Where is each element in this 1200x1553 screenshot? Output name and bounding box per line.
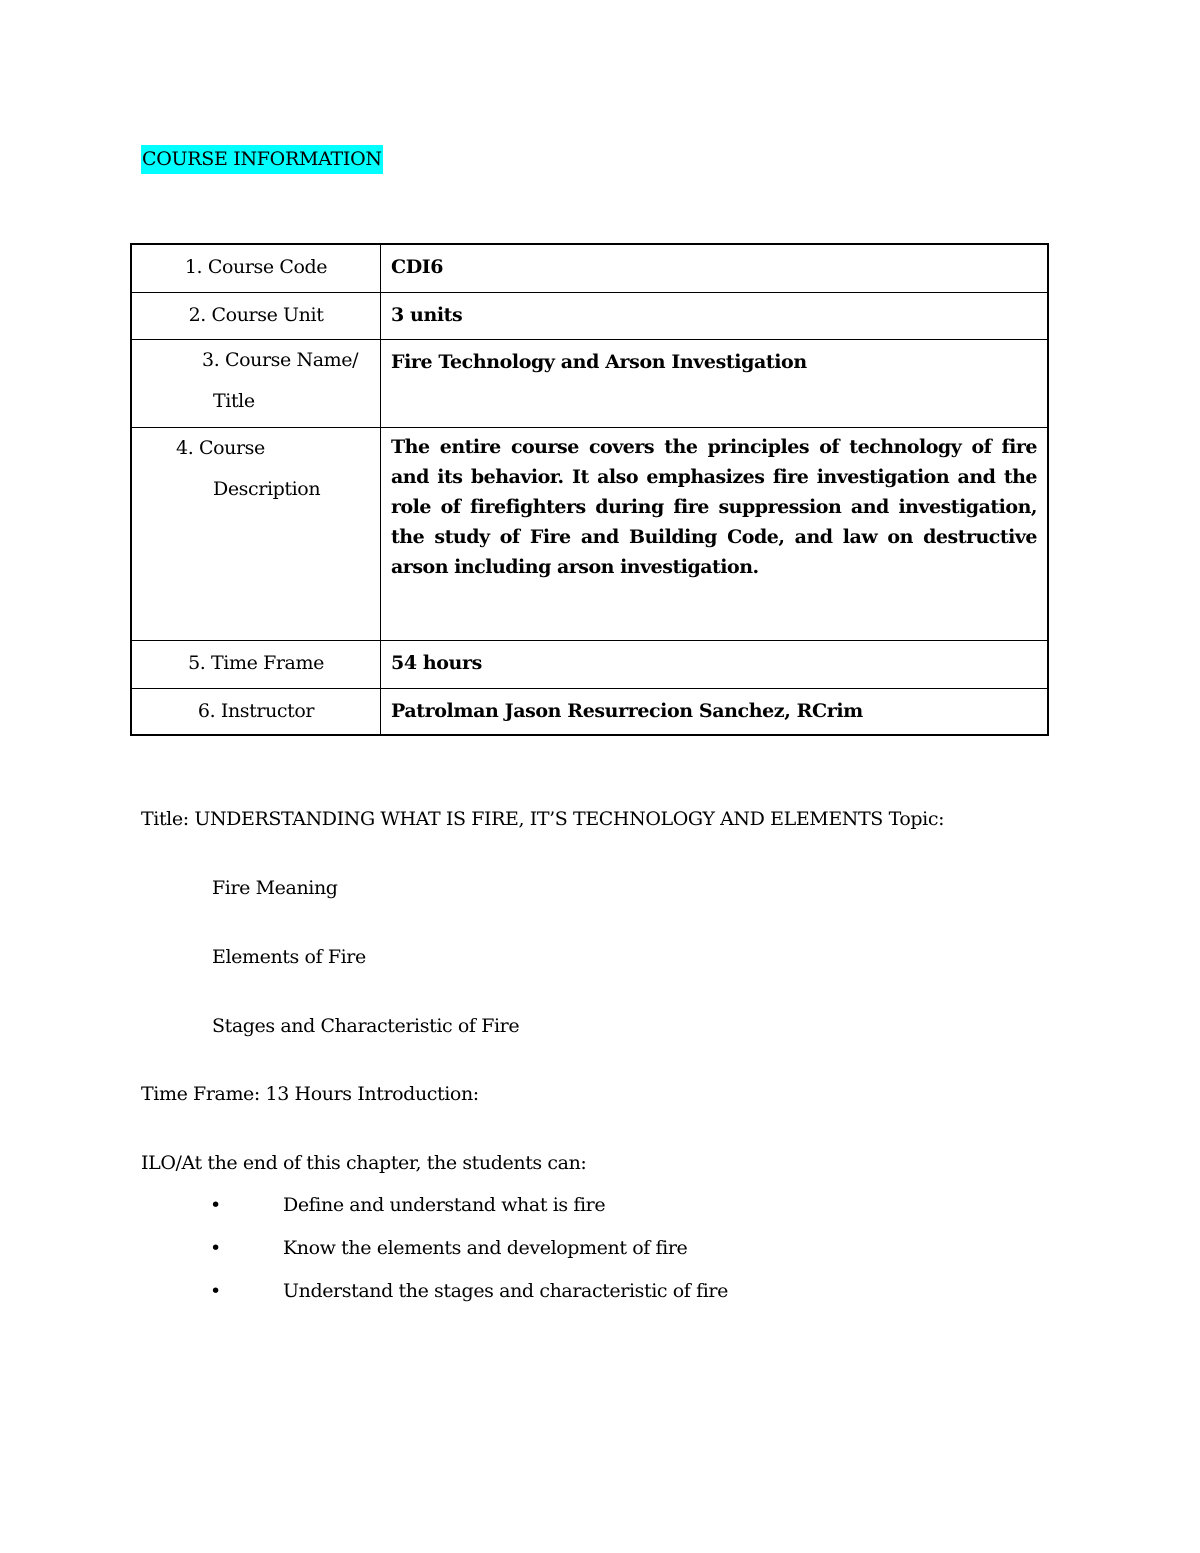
row-value-text: Patrolman Jason Resurrecion Sanchez, RCrim [391,699,863,722]
row-value-text: The entire course covers the principles of technology of fire and its behavior. It also emphasizes fire investigation and the role of firefighters during fire suppression and investigation, the study of Fire and Building Code, and law on destructive arson including arson investigation. [391,435,1037,578]
row-value-course-code [381,244,1049,292]
row-value-text: 3 units [391,303,463,326]
time-frame-line: Time Frame: 13 Hours Introduction: [141,1083,479,1105]
section-heading: COURSE INFORMATION [141,145,383,174]
course-info-table [130,243,1049,736]
ilo-item-text: Define and understand what is fire [283,1194,606,1216]
bullet-icon: • [210,1280,221,1302]
ilo-item-text: Understand the stages and characteristic of fire [283,1280,728,1302]
row-label-text: Course Name/ [224,348,359,371]
row-label-text: Course Unit [211,303,324,326]
row-value-instructor [381,688,1049,735]
row-number: 3. [202,348,220,371]
row-value-text: Fire Technology and Arson Investigation [391,350,807,373]
bullet-icon: • [210,1194,221,1216]
lesson-title-line: Title: UNDERSTANDING WHAT IS FIRE, IT’S TECHNOLOGY AND ELEMENTS Topic: [141,808,945,830]
row-label-instructor [131,688,381,735]
row-label-text: Course [198,436,265,459]
row-value-text: CDI6 [391,256,444,278]
row-number: 6. [197,699,216,722]
row-value-course-description [381,427,1049,640]
row-value-time-frame [381,640,1049,688]
row-value-text: 54 hours [391,651,482,674]
row-value-course-name [381,339,1049,427]
row-label-text: Time Frame [211,651,324,674]
row-label-time-frame [131,640,381,688]
topic-item: Fire Meaning [212,877,338,899]
row-label-text-line2: Title [213,389,255,412]
row-label-text-line2: Description [213,477,321,500]
row-number: 2. [188,303,206,326]
ilo-intro: ILO/At the end of this chapter, the students can: [141,1152,587,1174]
row-label-course-description [131,427,381,640]
row-number: 4. [176,436,194,459]
row-value-course-unit [381,292,1049,339]
row-number: 5. [188,651,206,674]
table-row [131,640,1048,688]
table-row [131,688,1048,735]
bullet-icon: • [210,1237,221,1259]
row-label-text: Course Code [207,256,328,278]
table-row [131,339,1048,427]
row-label-course-code [131,244,381,292]
row-label-course-unit [131,292,381,339]
topic-item: Stages and Characteristic of Fire [212,1015,520,1037]
row-number: 1. [184,256,203,278]
row-label-text: Instructor [220,699,315,722]
table-row [131,292,1048,339]
table-row [131,427,1048,640]
row-label-course-name [131,339,381,427]
topic-item: Elements of Fire [212,946,366,968]
table-row [131,244,1048,292]
ilo-item-text: Know the elements and development of fire [283,1237,688,1259]
